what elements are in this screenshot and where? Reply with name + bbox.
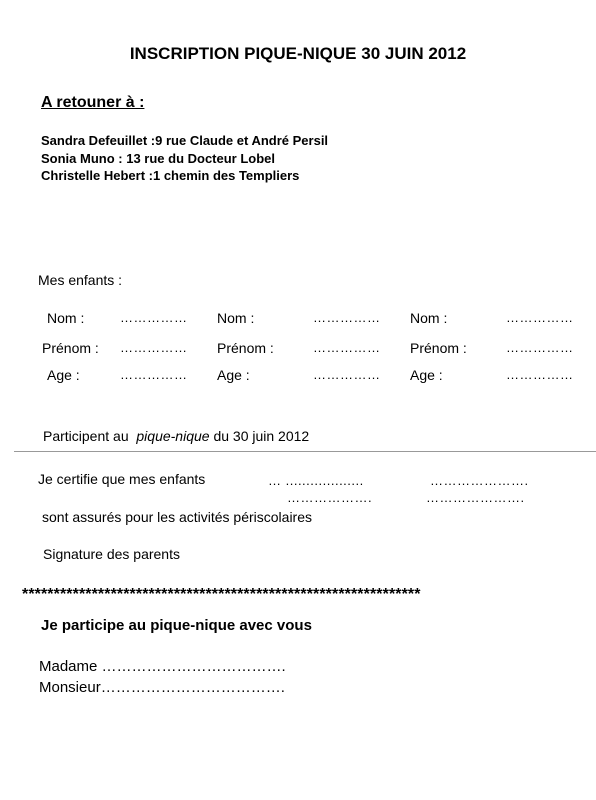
certify-text: Je certifie que mes enfants xyxy=(38,471,206,487)
child1-prenom-label: Prénom : xyxy=(42,340,99,356)
child3-age-label: Age : xyxy=(410,367,443,383)
child1-nom-blank[interactable]: …………… xyxy=(120,310,188,325)
child2-prenom-label: Prénom : xyxy=(217,340,274,356)
certify-blank-4[interactable]: …………………. xyxy=(426,490,525,505)
child1-age-label: Age : xyxy=(47,367,80,383)
participate-heading: Je participe au pique-nique avec vous xyxy=(41,617,312,634)
madame-field[interactable]: Madame ………………………………. xyxy=(39,658,286,675)
child1-nom-label: Nom : xyxy=(47,310,85,326)
insured-text: sont assurés pour les activités périscolaires xyxy=(42,509,313,525)
address-line-2: Sonia Muno : 13 rue du Docteur Lobel xyxy=(41,151,276,166)
child1-prenom-blank[interactable]: …………… xyxy=(120,340,188,355)
child2-nom-label: Nom : xyxy=(217,310,255,326)
participate-italic: pique-nique xyxy=(136,428,210,444)
certify-blank-3[interactable]: ………………. xyxy=(287,490,373,505)
signature-label: Signature des parents xyxy=(43,546,180,562)
participate-line xyxy=(43,428,309,444)
child2-prenom-blank[interactable]: …………… xyxy=(313,340,381,355)
page-title: INSCRIPTION PIQUE-NIQUE 30 JUIN 2012 xyxy=(129,44,467,63)
star-separator: *************************************************************** xyxy=(22,586,421,603)
address-line-1: Sandra Defeuillet :9 rue Claude et André Persil xyxy=(41,133,329,148)
child2-nom-blank[interactable]: …………… xyxy=(313,310,381,325)
return-heading: A retouner à : xyxy=(41,94,145,111)
child3-nom-label: Nom : xyxy=(410,310,448,326)
certify-blank-2[interactable]: …………………. xyxy=(430,473,529,488)
child2-age-label: Age : xyxy=(217,367,250,383)
children-heading: Mes enfants : xyxy=(38,272,123,288)
divider-line xyxy=(14,451,596,452)
certify-blank-1[interactable]: … ................... xyxy=(268,473,364,488)
child3-age-blank[interactable]: …………… xyxy=(506,367,574,382)
participate-suffix: du 30 juin 2012 xyxy=(213,428,310,444)
child3-nom-blank[interactable]: …………… xyxy=(506,310,574,325)
child3-prenom-blank[interactable]: …………… xyxy=(506,340,574,355)
participate-prefix: Participent au xyxy=(43,428,129,444)
child2-age-blank[interactable]: …………… xyxy=(313,367,381,382)
child1-age-blank[interactable]: …………… xyxy=(120,367,188,382)
child3-prenom-label: Prénom : xyxy=(410,340,467,356)
monsieur-field[interactable]: Monsieur………………………………. xyxy=(39,679,285,696)
address-line-3: Christelle Hebert :1 chemin des Templiers xyxy=(41,168,300,183)
